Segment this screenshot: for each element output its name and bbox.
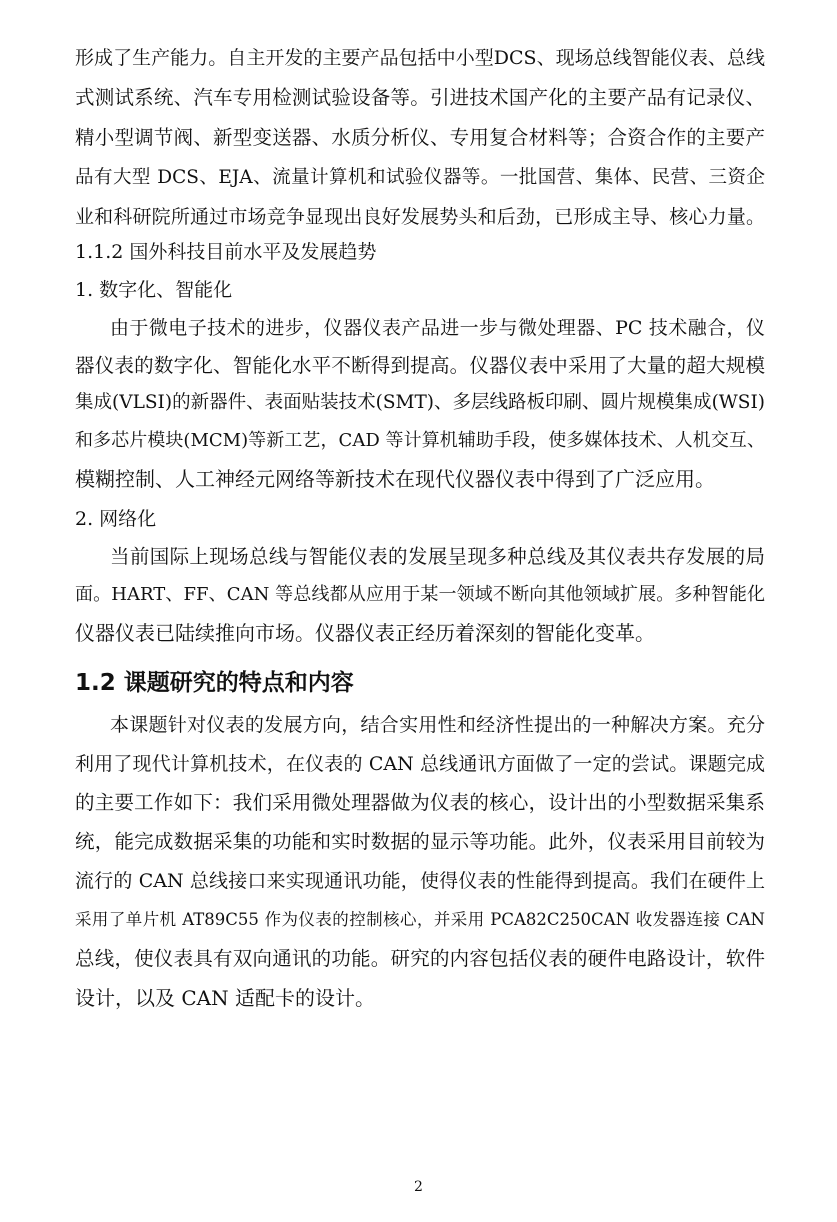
digital-line-3: 集成(VLSI)的新器件、表面贴装技术(SMT)、多层线路板印刷、圆片规模集成(WSI): [75, 392, 765, 413]
digital-line-1: 由于微电子技术的进步，仪器仪表产品进一步与微处理器、PC 技术融合，仪: [110, 317, 765, 339]
section-line-3: 的主要工作如下：我们采用微处理器做为仪表的核心，设计出的小型数据采集系: [75, 791, 765, 814]
digital-line-4: 和多芯片模块(MCM)等新工艺，CAD 等计算机辅助手段，使多媒体技术、人机交互、: [75, 430, 765, 451]
section-line-6: 采用了单片机 AT89C55 作为仪表的控制核心，并采用 PCA82C250CAN 收发器连接 CAN: [75, 910, 765, 929]
section-line-1: 本课题针对仪表的发展方向，结合实用性和经济性提出的一种解决方案。充分: [110, 714, 765, 736]
section-line-2: 利用了现代计算机技术，在仪表的 CAN 总线通讯方面做了一定的尝试。课题完成: [75, 753, 765, 775]
section-line-7: 总线，使仪表具有双向通讯的功能。研究的内容包括仪表的硬件电路设计，软件: [75, 947, 765, 970]
subsection-title: 1.1.2 国外科技目前水平及发展趋势: [75, 241, 377, 263]
intro-line-2: 式测试系统、汽车专用检测试验设备等。引进技术国产化的主要产品有记录仪、: [75, 86, 765, 109]
section-line-5: 流行的 CAN 总线接口来实现通讯功能，使得仪表的性能得到提高。我们在硬件上: [75, 870, 765, 892]
network-line-3: 仪器仪表已陆续推向市场。仪器仪表正经历着深刻的智能化变革。: [75, 621, 655, 645]
network-line-1: 当前国际上现场总线与智能仪表的发展呈现多种总线及其仪表共存发展的局: [110, 545, 765, 568]
digital-line-2: 器仪表的数字化、智能化水平不断得到提高。仪器仪表中采用了大量的超大规模: [75, 354, 765, 377]
digital-line-5: 模糊控制、人工神经元网络等新技术在现代仪器仪表中得到了广泛应用。: [75, 467, 715, 491]
intro-line-3: 精小型调节阀、新型变送器、水质分析仪、专用复合材料等；合资合作的主要产: [75, 126, 765, 149]
intro-line-5: 业和科研院所通过市场竞争显现出良好发展势头和后劲，已形成主导、核心力量。: [75, 206, 765, 228]
intro-line-4: 品有大型 DCS、EJA、流量计算机和试验仪器等。一批国营、集体、民营、三资企: [75, 167, 765, 188]
item-heading-network: 2. 网络化: [75, 508, 157, 530]
network-line-2: 面。HART、FF、CAN 等总线都从应用于某一领域不断向其他领域扩展。多种智能化: [75, 584, 765, 605]
section-line-4: 统，能完成数据采集的功能和实时数据的显示等功能。此外，仪表采用目前较为: [75, 830, 765, 853]
page-number: 2: [414, 1179, 423, 1195]
section-title: 1.2 课题研究的特点和内容: [75, 670, 354, 696]
intro-line-1: 形成了生产能力。自主开发的主要产品包括中小型DCS、现场总线智能仪表、总线: [75, 47, 765, 69]
item-heading-digital: 1. 数字化、智能化: [75, 279, 233, 301]
section-line-8: 设计，以及 CAN 适配卡的设计。: [75, 986, 375, 1010]
